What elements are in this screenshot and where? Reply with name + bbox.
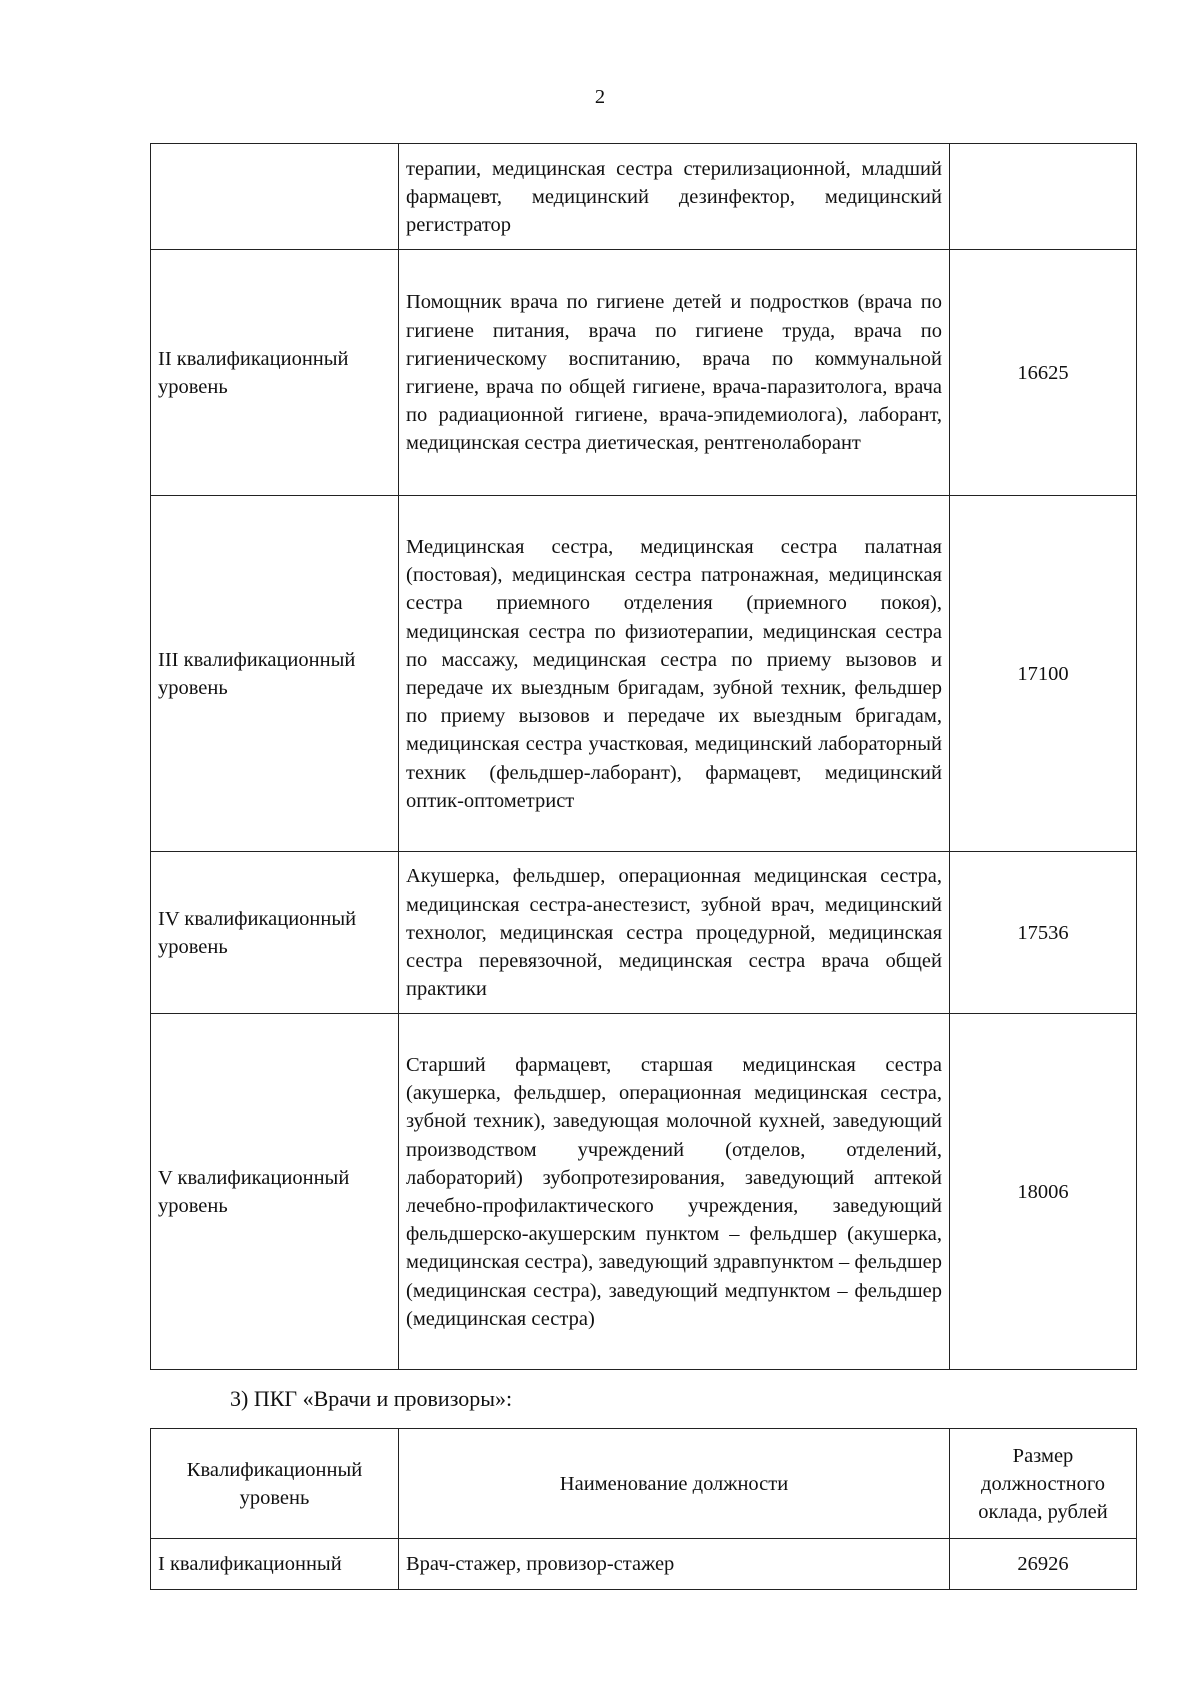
level-cell: V квалификационный уровень [151,1014,399,1370]
table-row [151,250,1137,496]
salary-cell: 17536 [950,852,1137,1014]
header-level: Квалификационный уровень [151,1429,399,1539]
section-heading: 3) ПКГ «Врачи и провизоры»: [230,1386,513,1411]
salary-cell: 18006 [950,1014,1137,1370]
table-row [151,852,1137,1014]
level-cell: III квалификационный уровень [151,496,399,852]
table-header-row [151,1429,1137,1539]
salary-cell: 17100 [950,496,1137,852]
positions-cell: Врач-стажер, провизор-стажер [399,1539,950,1590]
level-cell: I квалификационный [151,1539,399,1590]
doctors-salary-table [150,1428,1137,1590]
table-row [151,1014,1137,1370]
table-row [151,496,1137,852]
salary-cell: 26926 [950,1539,1137,1590]
salary-table-continued [150,143,1137,1370]
level-cell: II квалификационный уровень [151,250,399,496]
table-row [151,1539,1137,1590]
positions-cell: Старший фармацевт, старшая медицинская сестра (акушерка, фельдшер, операционная медицинская сестра, зубной техник), заведующая молочной кухней, заведующий производством учреждений (отделов, отделений, лабораторий) зубопротезирования, заведующий аптекой лечебно-профилактического учреждения, заведующий фельдшерско-акушерским пунктом – фельдшер (акушерка, медицинская сестра), заведующий здравпунктом – фельдшер (медицинская сестра), заведующий медпунктом – фельдшер (медицинская сестра) [399,1014,950,1370]
level-cell [151,144,399,250]
positions-cell: терапии, медицинская сестра стерилизационной, младший фармацевт, медицинский дезинфектор, медицинский регистратор [399,144,950,250]
table-row [151,144,1137,250]
positions-cell: Акушерка, фельдшер, операционная медицинская сестра, медицинская сестра-анестезист, зубной врач, медицинский технолог, медицинская сестра процедурной, медицинская сестра перевязочной, медицинская сестра врача общей практики [399,852,950,1014]
salary-cell [950,144,1137,250]
header-salary: Размер должностного оклада, рублей [950,1429,1137,1539]
level-cell: IV квалификационный уровень [151,852,399,1014]
salary-cell: 16625 [950,250,1137,496]
positions-cell: Медицинская сестра, медицинская сестра палатная (постовая), медицинская сестра патронажная, медицинская сестра приемного отделения (приемного покоя), медицинская сестра по физиотерапии, медицинская сестра по массажу, медицинская сестра по приему вызовов и передаче их выездным бригадам, зубной техник, фельдшер по приему вызовов и передаче их выездным бригадам, медицинская сестра участковая, медицинский лабораторный техник (фельдшер-лаборант), фармацевт, медицинский оптик-оптометрист [399,496,950,852]
positions-cell: Помощник врача по гигиене детей и подростков (врача по гигиене питания, врача по гигиене труда, врача по гигиеническому воспитанию, врача по коммунальной гигиене, врача по общей гигиене, врача-паразитолога, врача по радиационной гигиене, врача-эпидемиолога), лаборант, медицинская сестра диетическая, рентгенолаборант [399,250,950,496]
header-positions: Наименование должности [399,1429,950,1539]
page-number: 2 [594,86,606,108]
